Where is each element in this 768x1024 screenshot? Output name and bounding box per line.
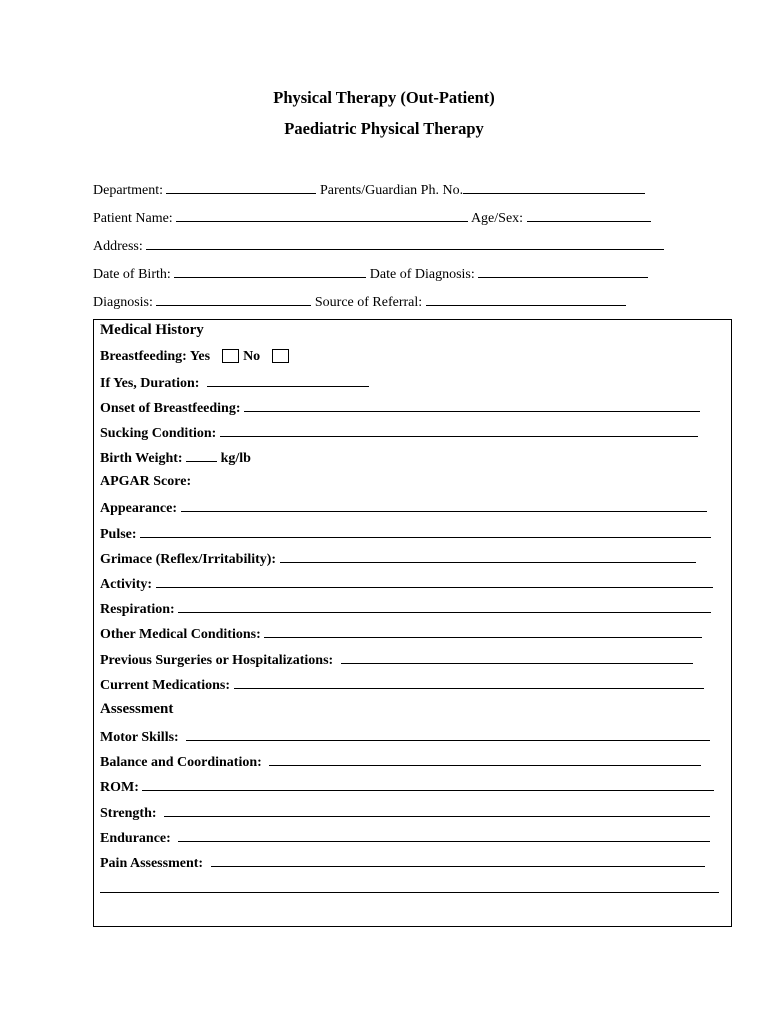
- balance-field[interactable]: [269, 752, 701, 766]
- respiration-row: [100, 599, 711, 619]
- age-sex-field[interactable]: [527, 208, 651, 222]
- onset-row: [100, 398, 700, 418]
- onset-field[interactable]: [244, 398, 700, 412]
- appearance-field[interactable]: [181, 498, 707, 512]
- form-title: Physical Therapy (Out-Patient): [273, 88, 495, 107]
- patient-name-field[interactable]: [176, 208, 468, 222]
- age-sex-label: Age/Sex:: [470, 211, 524, 226]
- birth-weight-row: [100, 448, 251, 468]
- current-medications-label: Current Medications:: [100, 678, 230, 693]
- other-conditions-label: Other Medical Conditions:: [100, 627, 261, 642]
- balance-label: Balance and Coordination:: [100, 755, 262, 770]
- assessment-heading: Assessment: [100, 701, 174, 717]
- pain-field[interactable]: [211, 853, 705, 867]
- apgar-label: APGAR Score:: [100, 474, 192, 489]
- patient-name-label: Patient Name:: [93, 211, 173, 226]
- motor-skills-row: [100, 727, 710, 747]
- appearance-row: [100, 498, 707, 518]
- rom-field[interactable]: [142, 777, 714, 791]
- previous-surgeries-field[interactable]: [341, 650, 693, 664]
- diagnosis-field[interactable]: [156, 292, 311, 306]
- sucking-field[interactable]: [220, 423, 698, 437]
- onset-label: Onset of Breastfeeding:: [100, 401, 241, 416]
- other-conditions-field[interactable]: [264, 624, 702, 638]
- duration-field[interactable]: [207, 373, 369, 387]
- strength-field[interactable]: [164, 803, 710, 817]
- appearance-label: Appearance:: [100, 501, 177, 516]
- duration-row: [100, 373, 369, 393]
- birth-weight-label: Birth Weight:: [100, 451, 183, 466]
- other-conditions-row: [100, 624, 702, 644]
- activity-label: Activity:: [100, 577, 153, 592]
- address-label: Address:: [93, 239, 143, 254]
- pain-row: [100, 853, 705, 873]
- strength-label: Strength:: [100, 806, 157, 821]
- extra-notes-line[interactable]: [100, 892, 719, 893]
- header-row-3: [93, 236, 664, 256]
- yes-label: Yes: [189, 349, 211, 364]
- header-row-4: [93, 264, 648, 284]
- current-medications-row: [100, 675, 704, 695]
- department-field[interactable]: [166, 180, 316, 194]
- breastfeeding-row: [100, 348, 293, 366]
- sucking-label: Sucking Condition:: [100, 426, 217, 441]
- parents-phone-label: Parents/Guardian Ph. No.: [319, 183, 464, 198]
- yes-checkbox[interactable]: [222, 349, 239, 363]
- diagnosis-label: Diagnosis:: [93, 295, 153, 310]
- balance-row: [100, 752, 701, 772]
- pain-label: Pain Assessment:: [100, 856, 204, 871]
- birth-weight-field[interactable]: [186, 448, 217, 462]
- source-of-referral-label: Source of Referral:: [314, 295, 423, 310]
- pulse-row: [100, 524, 711, 544]
- breastfeeding-label: Breastfeeding:: [100, 349, 187, 364]
- pulse-field[interactable]: [140, 524, 711, 538]
- respiration-label: Respiration:: [100, 602, 175, 617]
- dob-label: Date of Birth:: [93, 267, 171, 282]
- grimace-field[interactable]: [280, 549, 696, 563]
- parents-phone-field[interactable]: [463, 180, 645, 194]
- previous-surgeries-label: Previous Surgeries or Hospitalizations:: [100, 653, 334, 668]
- duration-label: If Yes, Duration:: [100, 376, 200, 391]
- header-row-5: [93, 292, 626, 312]
- medical-history-heading: Medical History: [100, 322, 204, 338]
- rom-row: [100, 777, 714, 797]
- rom-label: ROM:: [100, 780, 139, 795]
- current-medications-field[interactable]: [234, 675, 704, 689]
- endurance-row: [100, 828, 710, 848]
- grimace-row: [100, 549, 696, 569]
- motor-skills-field[interactable]: [186, 727, 710, 741]
- date-of-diagnosis-field[interactable]: [478, 264, 648, 278]
- no-checkbox[interactable]: [272, 349, 289, 363]
- grimace-label: Grimace (Reflex/Irritability):: [100, 552, 277, 567]
- header-row-2: [93, 208, 651, 228]
- date-of-diagnosis-label: Date of Diagnosis:: [369, 267, 475, 282]
- respiration-field[interactable]: [178, 599, 711, 613]
- address-field[interactable]: [146, 236, 664, 250]
- activity-row: [100, 574, 713, 594]
- previous-surgeries-row: [100, 650, 693, 670]
- activity-field[interactable]: [156, 574, 713, 588]
- strength-row: [100, 803, 710, 823]
- motor-skills-label: Motor Skills:: [100, 730, 179, 745]
- department-label: Department:: [93, 183, 163, 198]
- endurance-field[interactable]: [178, 828, 710, 842]
- source-of-referral-field[interactable]: [426, 292, 626, 306]
- form-subtitle: Paediatric Physical Therapy: [284, 119, 484, 138]
- dob-field[interactable]: [174, 264, 366, 278]
- birth-weight-unit: kg/lb: [220, 451, 251, 466]
- header-row-1: [93, 180, 645, 200]
- pulse-label: Pulse:: [100, 527, 137, 542]
- endurance-label: Endurance:: [100, 831, 171, 846]
- sucking-row: [100, 423, 698, 443]
- no-label: No: [243, 349, 261, 364]
